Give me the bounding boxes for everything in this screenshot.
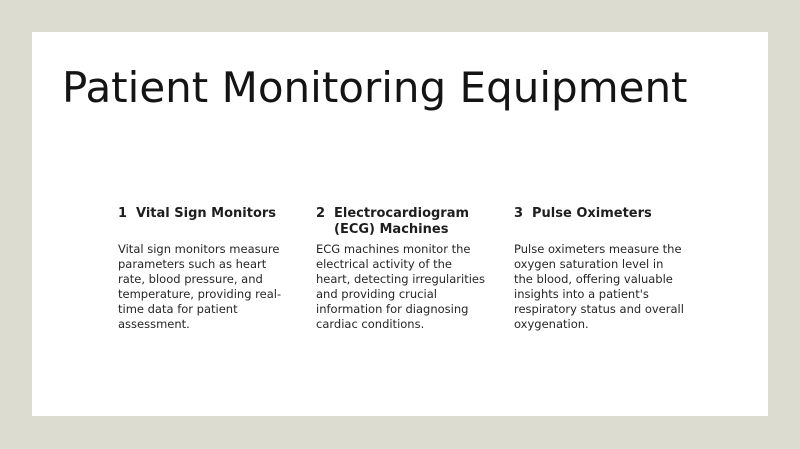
feature-description: ECG machines monitor the electrical activity of the heart, detecting irregularities and providing crucial information for diagnosing cardiac conditions.	[316, 242, 485, 331]
feature-heading-text: Pulse Oximeters	[532, 206, 652, 221]
feature-heading	[316, 206, 494, 238]
slide	[32, 32, 768, 416]
feature-heading-text: Electrocardiogram (ECG) Machines	[334, 206, 470, 237]
feature-column-vital-sign-monitors	[118, 206, 296, 331]
feature-description: Pulse oximeters measure the oxygen saturation level in the blood, offering valuable insights into a patient's respiratory status and overall oxygenation.	[514, 242, 684, 331]
feature-heading	[118, 206, 296, 222]
feature-heading	[514, 206, 692, 222]
feature-description: Vital sign monitors measure parameters such as heart rate, blood pressure, and temperature, providing real-time data for patient assessment.	[118, 242, 282, 331]
feature-column-ecg-machines	[316, 206, 494, 331]
feature-heading-text: Vital Sign Monitors	[136, 206, 277, 221]
feature-number: 1	[118, 206, 128, 221]
feature-column-pulse-oximeters	[514, 206, 692, 331]
feature-number: 2	[316, 206, 326, 221]
slide-title: Patient Monitoring Equipment	[62, 63, 688, 112]
feature-number: 3	[514, 206, 524, 221]
